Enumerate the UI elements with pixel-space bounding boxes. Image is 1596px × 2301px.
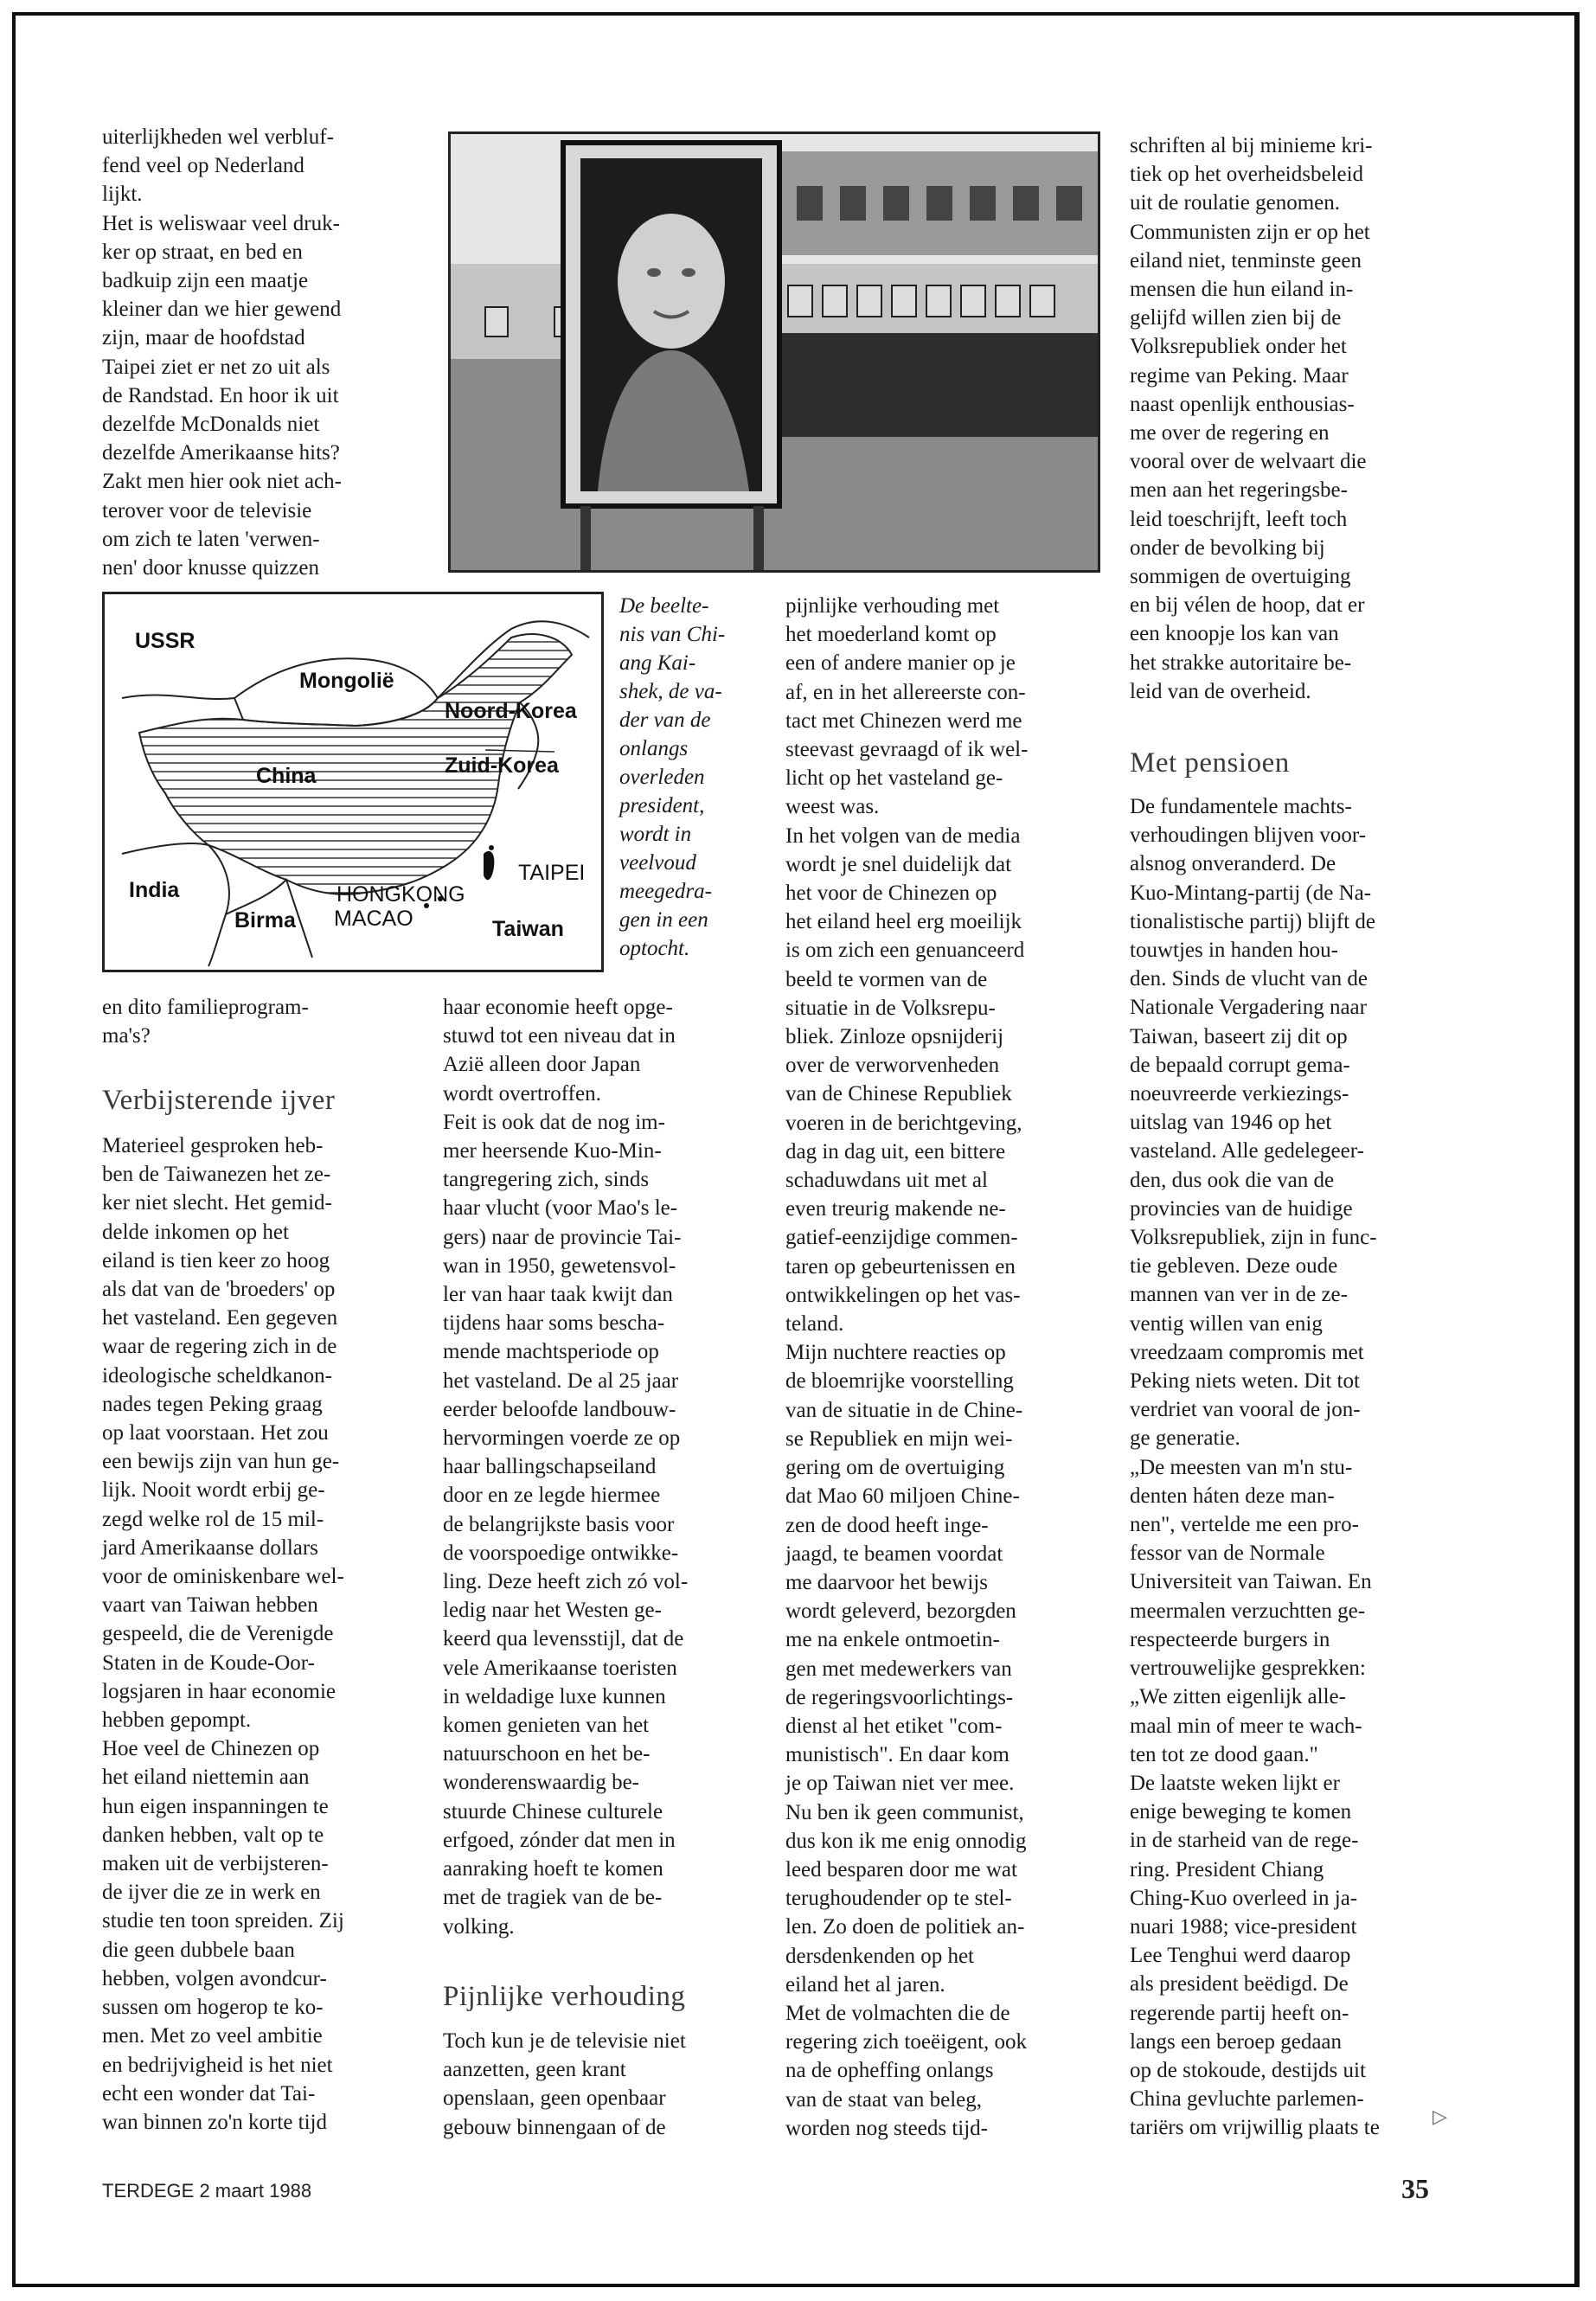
footer-publication: TERDEGE 2 maart 1988 [102,2180,312,2202]
col1-body: Materieel gesproken heb- ben de Taiwanezen het ze- ker niet slecht. Het gemid- delde inkomen op het eiland is tien keer zo hoog als dat van de 'broeders' op het vasteland. Een gegeven waar de regering zich in de ideologische scheldkanon- nades tegen Peking graag op laat voorstaan. Het zou een bewijs zijn van hun ge- lijk. Nooit wordt erbij ge- zegd welke rol de 15 mil- jard Amerikaanse dollars voor de ominiskenbare wel- vaart van Taiwan hebben gespeeld, die de Verenigde Staten in de Koude-Oor- logsjaren in haar economie hebben gepompt. Hoe veel de Chinezen op het eiland niettemin aan hun eigen inspanningen te danken hebben, valt op te maken uit de verbijsteren- de ijver die ze in werk en studie ten toon spreiden. Zij die geen dubbele baan hebben, volgen avondcur- sussen om hogerop te ko- men. Met zo veel ambitie en bedrijvigheid is het niet echt een wonder dat Tai- wan binnen zo'n korte tijd [102,1134,344,2134]
col4-top-text: schriften al bij minieme kri- tiek op het overheidsbeleid uit de roulatie genomen. Communisten zijn er op het eiland niet, tenminste geen mensen die hun eiland in- gelijfd willen zien bij de Volksrepubliek onder het regime van Peking. Maar naast openlijk enthousias- me over de regering en vooral over de welvaart die men aan het regeringsbe- leid toeschrijft, leeft toch onder de bevolking bij sommigen de overtuiging en bij vélen de hoop, dat er een knoopje los kan van het strakke autoritaire be- leid van de overheid. [1130,134,1373,703]
col1-continuation: en dito familieprogram- ma's? [102,996,309,1048]
taiwan-shape [484,851,494,880]
label-taiwan: Taiwan [492,917,564,941]
label-zuid-korea: Zuid-Korea [445,753,559,778]
label-india: India [129,878,180,902]
china-map [102,592,604,972]
col3-body: pijnlijke verhouding met het moederland komt op een of andere manier op je af, en in het allereerste con- tact met Chinezen werd me steevast gevraagd of ik wel- licht op het vasteland ge- weest was. In het volgen van de media wordt je snel duidelijk dat het voor de Chinezen op het eiland heel erg moeilijk is om zich een genuanceerd beeld te vormen van de situatie in de Volksrepu- bliek. Zinloze opsnijderij over de verworvenheden van de Chinese Republiek voeren in de berichtgeving, dag in dag uit, een bittere schaduwdans uit met al even treurig makende ne- gatief-eenzijdige commen- taren op gebeurtenissen en ontwikkelingen op het vas- teland. Mijn nuchtere reacties op de bloemrijke voorstelling van de situatie in de Chine- se Republiek en mijn wei- gering om de overtuiging dat Mao 60 miljoen Chine- zen de dood heeft inge- jaagd, te beamen voordat me daarvoor het bewijs wordt geleverd, bezorgden me na enkele ontmoetin- gen met medewerkers van de regeringsvoorlichtings- dienst al het etiket "com- munistisch". En daar kom je op Taiwan niet ver mee. Nu ben ik geen communist, dus kon ik me enig onnodig leed besparen door me wat terughoudender op te stel- len. Zo doen de politiek an- dersdenkenden op het eiland het al jaren. Met de volmachten die de regering zich toeëigent, ook na de opheffing onlangs van de staat van beleg, worden nog steeds tijd- [785,594,1029,2140]
page-number: 35 [1401,2173,1429,2204]
photo-caption: De beelte- nis van Chi- ang Kai- shek, de va- der van de onlangs overleden president, wordt in veelvoud meegedra- gen in een optocht. [619,594,726,960]
label-birma: Birma [234,908,296,933]
photo-svg [451,134,1098,570]
continue-arrow-icon: ▷ [1433,2106,1447,2127]
label-taipei: TAIPEI [518,861,586,885]
map-svg [105,594,601,970]
col2-body: haar economie heeft opge- stuwd tot een niveau dat in Azië alleen door Japan wordt overtroffen. Feit is ook dat de nog im- mer heersende Kuo-Min- tangregering zich, sinds haar vlucht (voor Mao's le- gers) naar de provincie Tai- wan in 1950, gewetensvol- ler van haar taak kwijt dan tijdens haar soms bescha- mende machtsperiode op het vasteland. De al 25 jaar eerder beloofde landbouw- hervormingen voerde ze op haar ballingschapseiland door en ze legde hiermee de belangrijkste basis voor de voorspoedige ontwikke- ling. Deze heeft zich zó vol- ledig naar het Westen ge- keerd qua levensstijl, dat de vele Amerikaanse toeristen in weldadige luxe kunnen komen genieten van het natuurschoon en het be- wonderenswaardig be- stuurde Chinese culturele erfgoed, zónder dat men in aanraking hoeft te komen met de tragiek van de be- volking. [443,996,689,1939]
col4-body: De fundamentele machts- verhoudingen blijven voor- alsnog onveranderd. De Kuo-Mintang-partij (de Na- tionalistische partij) blijft de touwtjes in handen hou- den. Sinds de vlucht van de Nationale Vergadering naar Taiwan, baseert zij dit op de bepaald corrupt gema- noeuvreerde verkiezings- uitslag van 1946 op het vasteland. Alle gedelegeer- den, dus ook die van de provincies van de huidige Volksrepubliek, zijn in func- tie gebleven. Deze oude mannen van ver in de ze- ventig willen van enig vreedzaam compromis met Peking niets weten. Dit tot verdriet van vooral de jon- ge generatie. „De meesten van m'n stu- denten háten deze man- nen", vertelde me een pro- fessor van de Normale Universiteit van Taiwan. En meermalen verzuchtten ge- respecteerde burgers in vertrouwelijke gesprekken: „We zitten eigenlijk alle- maal min of meer te wach- ten tot ze dood gaan." De laatste weken lijkt er enige beweging te komen in de starheid van de rege- ring. President Chiang Ching-Kuo overleed in ja- nuari 1988; vice-president Lee Tenghui werd daarop als president beëdigd. De regerende partij heeft on- langs een beroep gedaan op de stokoude, destijds uit China gevluchte parlemen- tariërs om vrijwillig plaats te [1130,795,1380,2140]
label-mongolie: Mongolië [299,669,394,693]
col2-end: Toch kun je de televisie niet aanzetten, geen krant openslaan, geen openbaar gebouw binnengaan of de [443,2029,686,2139]
parade-photo [448,131,1100,573]
label-noord-korea: Noord-Korea [445,699,577,723]
heading-verbijsterende-ijver: Verbijsterende ijver [102,1085,336,1116]
label-china: China [256,764,317,788]
taipei-dot [489,845,494,850]
label-macao: MACAO [334,907,413,931]
col1-top-text: uiterlijkheden wel verbluf- fend veel op Nederland lijkt. Het is weliswaar veel druk- ker op straat, en bed en badkuip zijn een maatje kleiner dan we hier gewend zijn, maar de hoofdstad Taipei ziet er net zo uit als de Randstad. En hoor ik uit dezelfde McDonalds niet dezelfde Amerikaanse hits? Zakt men hier ook niet ach- terover voor de televisie om zich te laten 'verwen- nen' door knusse quizzen [102,125,342,580]
label-hongkong: HONGKONG [337,882,465,907]
india-border [122,843,229,966]
heading-pijnlijke-verhouding: Pijnlijke verhouding [443,1981,686,2012]
heading-met-pensioen: Met pensioen [1130,747,1290,779]
label-ussr: USSR [135,629,195,653]
